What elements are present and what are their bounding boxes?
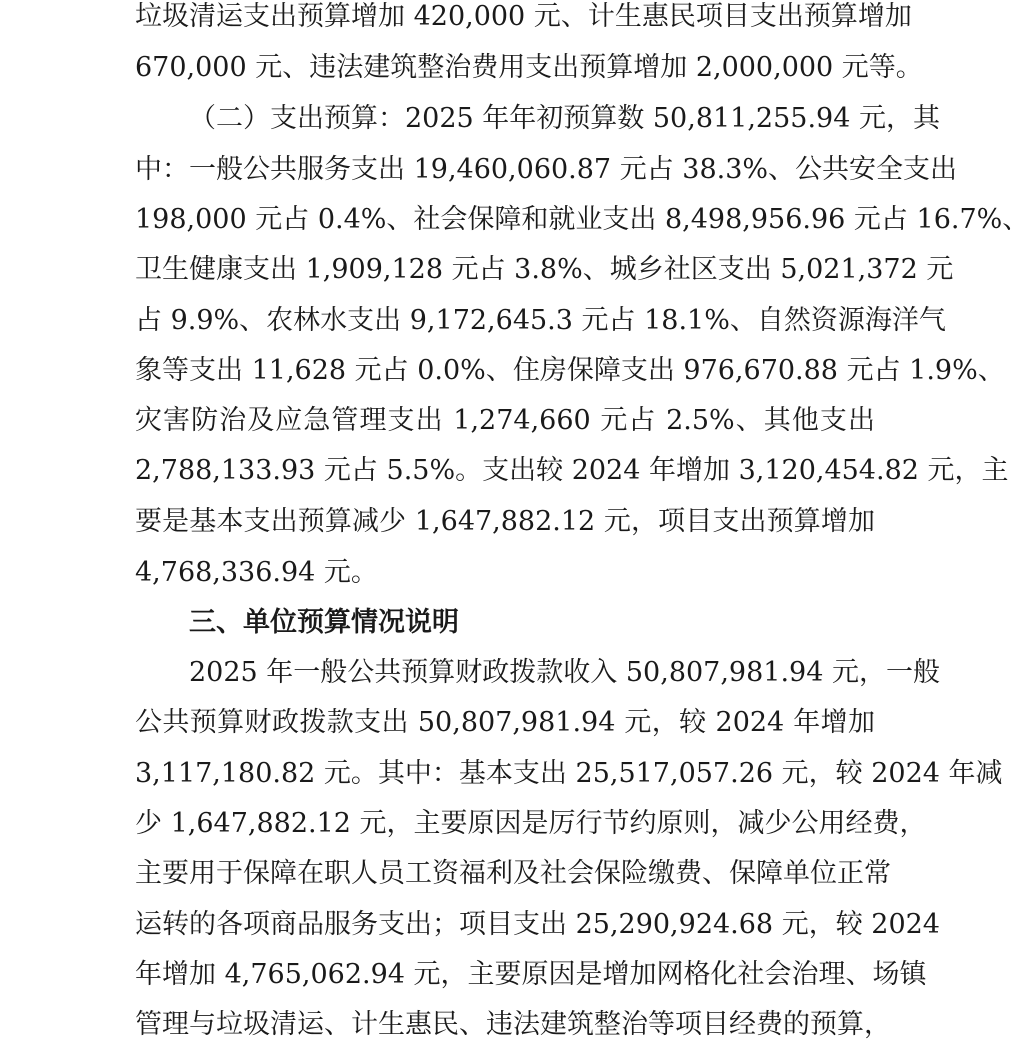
paragraph-3-line-3: 3,117,180.82 元。其中：基本支出 25,517,057.26 元，较 2024 年减 [135, 758, 1003, 789]
paragraph-3-line-8: 管理与垃圾清运、计生惠民、违法建筑整治等项目经费的预算， [135, 1009, 891, 1040]
paragraph-3-line-7: 年增加 4,765,062.94 元，主要原因是增加网格化社会治理、场镇 [135, 959, 927, 990]
paragraph-2-line-1: （二）支出预算：2025 年年初预算数 50,811,255.94 元，其 [189, 103, 940, 134]
paragraph-1-line-1: 垃圾清运支出预算增加 420,000 元、计生惠民项目支出预算增加 [135, 1, 912, 32]
paragraph-2-line-5: 占 9.9%、农林水支出 9,172,645.3 元占 18.1%、自然资源海洋气 [135, 305, 946, 336]
paragraph-3-line-2: 公共预算财政拨款支出 50,807,981.94 元，较 2024 年增加 [135, 707, 875, 738]
paragraph-2-line-10: 4,768,336.94 元。 [135, 557, 378, 588]
section-heading: 三、单位预算情况说明 [189, 607, 459, 638]
paragraph-2-line-3: 198,000 元占 0.4%、社会保障和就业支出 8,498,956.96 元占 16.7%、 [135, 204, 1029, 235]
paragraph-3-line-6: 运转的各项商品服务支出；项目支出 25,290,924.68 元，较 2024 [135, 909, 940, 940]
paragraph-2-line-6: 象等支出 11,628 元占 0.0%、住房保障支出 976,670.88 元占 1.9%、 [135, 355, 1005, 386]
paragraph-2-line-9: 要是基本支出预算减少 1,647,882.12 元，项目支出预算增加 [135, 506, 875, 537]
paragraph-3-line-4: 少 1,647,882.12 元，主要原因是厉行节约原则，减少公用经费， [135, 808, 927, 839]
paragraph-2-line-4: 卫生健康支出 1,909,128 元占 3.8%、城乡社区支出 5,021,372 元 [135, 254, 954, 285]
paragraph-2-line-8: 2,788,133.93 元占 5.5%。支出较 2024 年增加 3,120,454.82 元，主 [135, 455, 1009, 486]
paragraph-3-line-5: 主要用于保障在职人员工资福利及社会保险缴费、保障单位正常 [135, 858, 891, 889]
paragraph-3-line-1: 2025 年一般公共预算财政拨款收入 50,807,981.94 元，一般 [189, 657, 940, 688]
paragraph-2-line-7: 灾害防治及应急管理支出 1,274,660 元占 2.5%、其他支出 [135, 405, 875, 436]
paragraph-2-line-2: 中：一般公共服务支出 19,460,060.87 元占 38.3%、公共安全支出 [135, 154, 958, 185]
paragraph-1-line-2: 670,000 元、违法建筑整治费用支出预算增加 2,000,000 元等。 [135, 52, 923, 83]
